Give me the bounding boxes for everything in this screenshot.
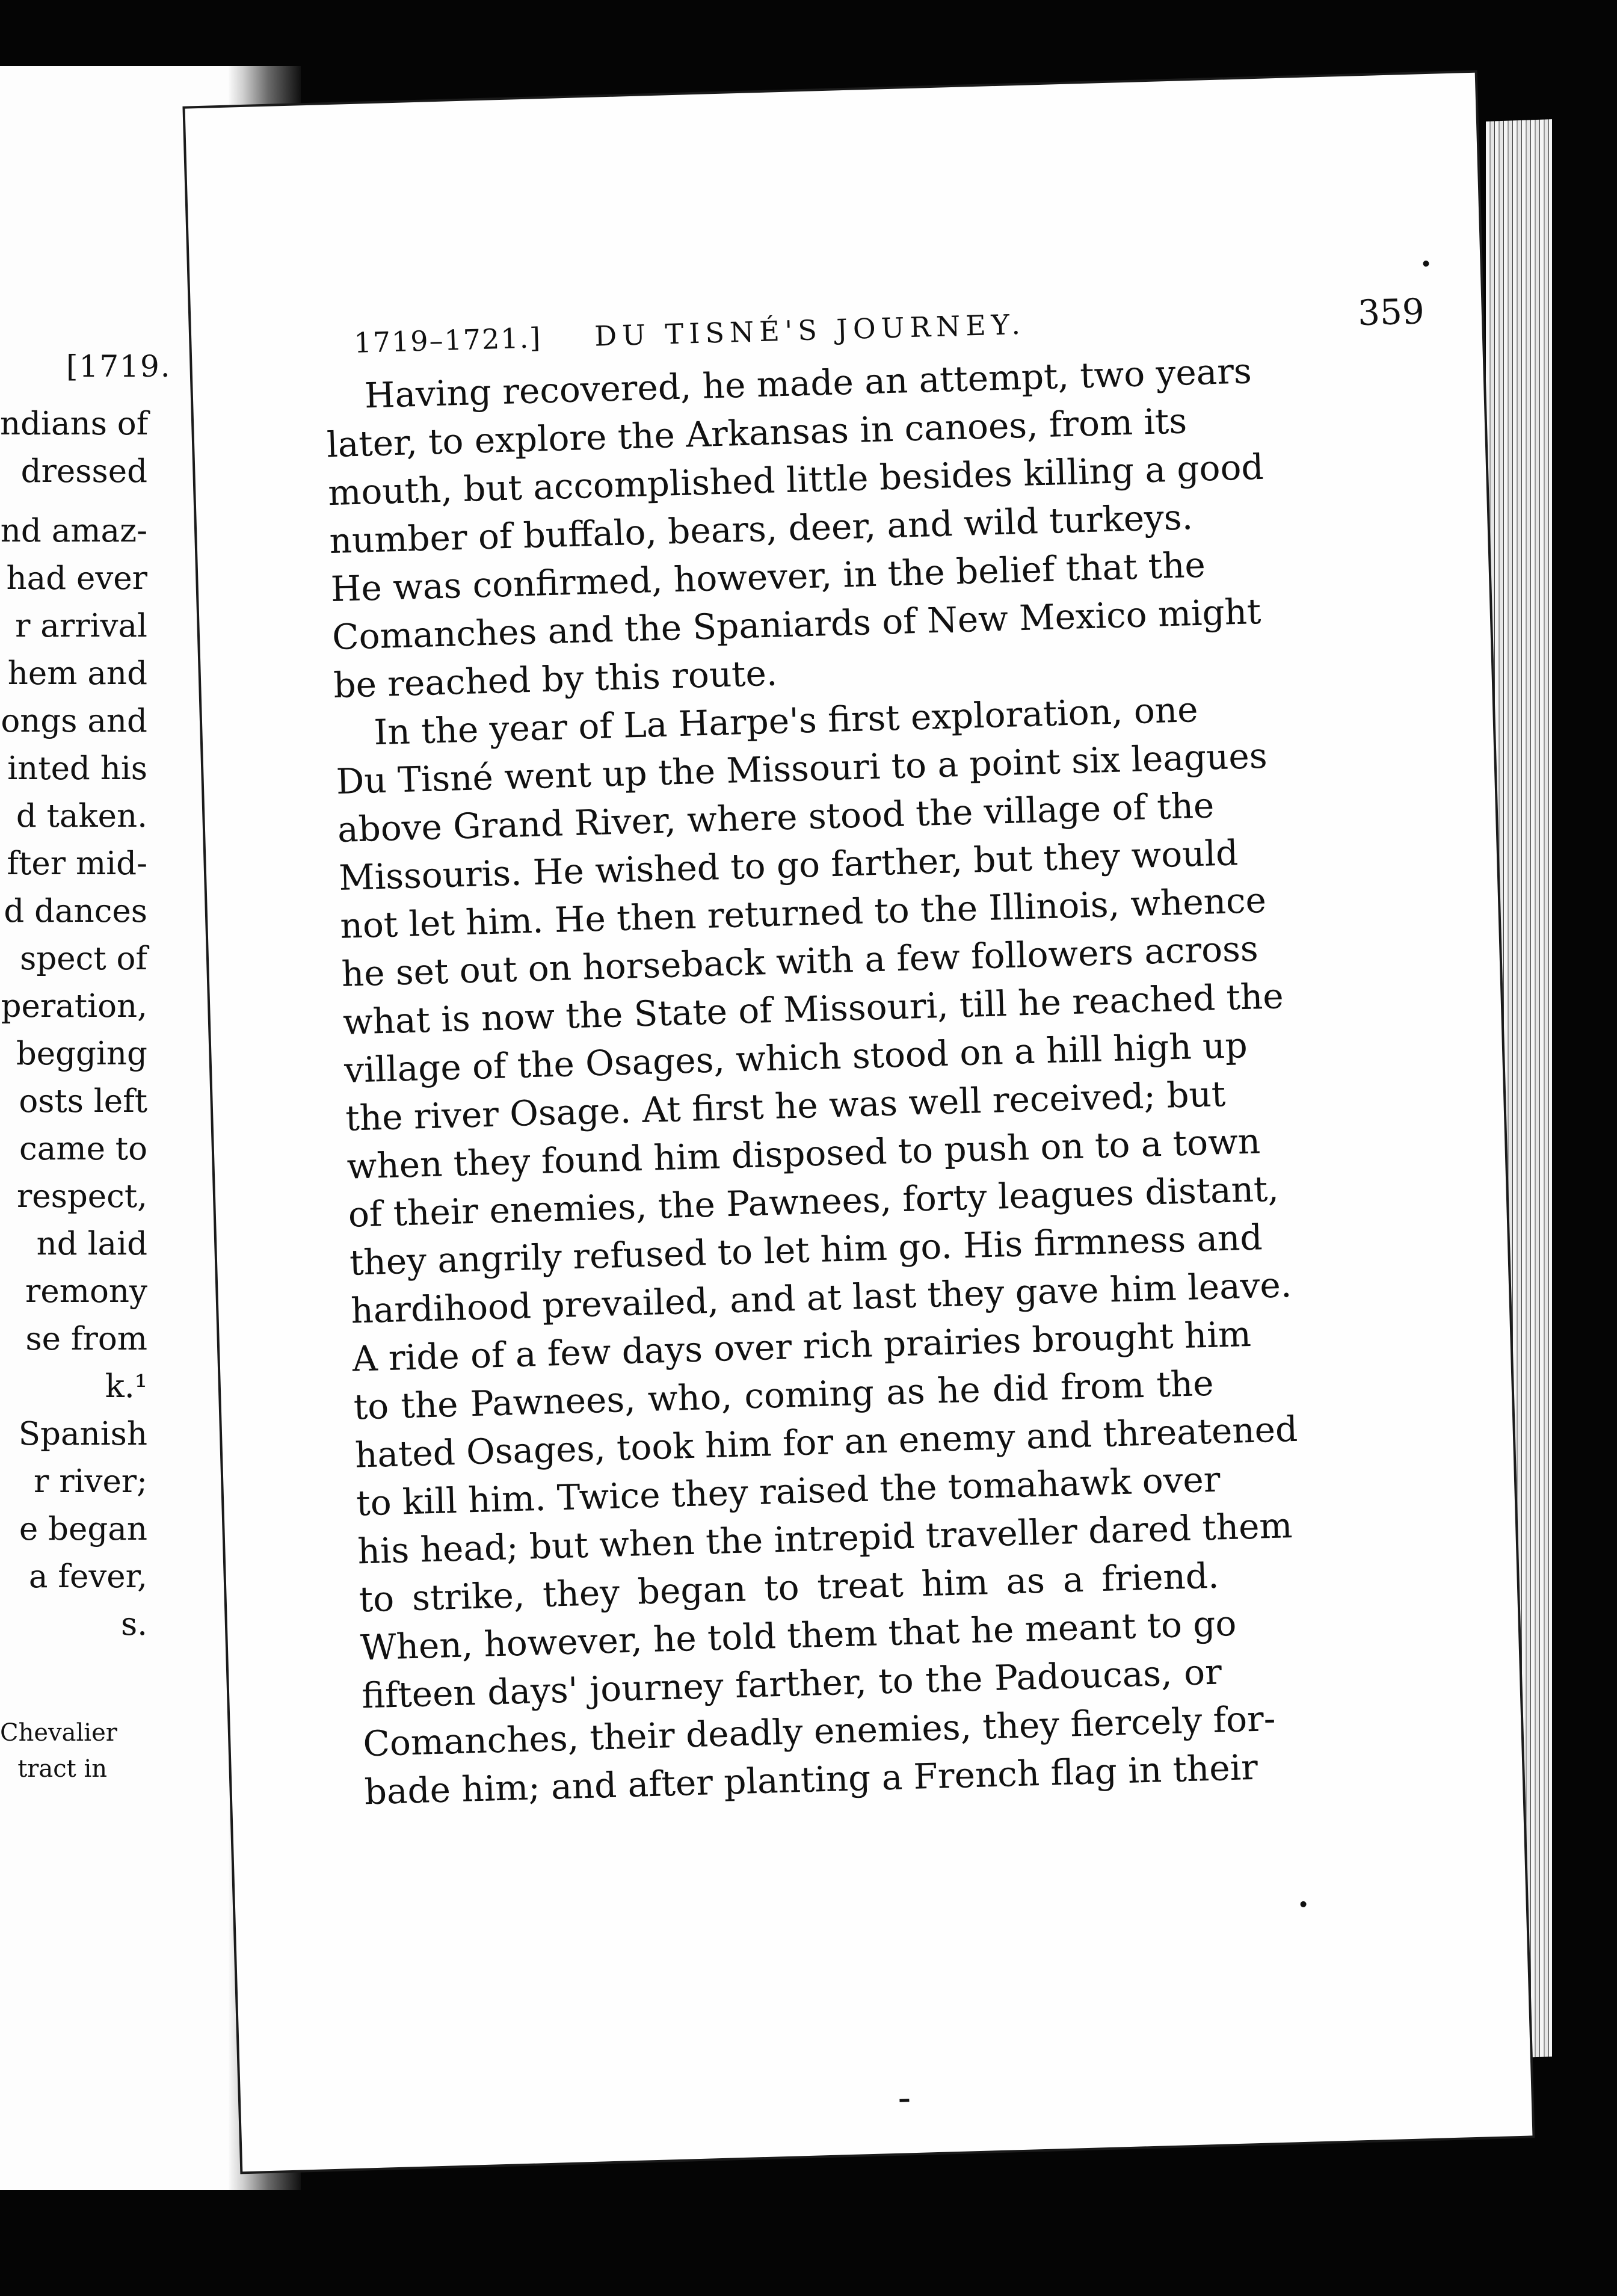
left-line: ndians of	[0, 406, 149, 442]
running-head-title: DU TISNÉ'S JOURNEY.	[594, 307, 1026, 353]
left-line: se from	[25, 1321, 147, 1357]
left-line: r river;	[34, 1463, 147, 1500]
text-line: fifteen days' journey farther, to the Padoucas, or	[361, 1651, 1222, 1717]
text-line: Comanches, their deadly enemies, they fiercely for-	[362, 1698, 1277, 1765]
text-line: Having recovered, he made an attempt, two years	[364, 350, 1252, 416]
text-line: what is now the State of Missouri, till he reached the	[342, 975, 1284, 1043]
text-line: hated Osages, took him for an enemy and threatened	[354, 1408, 1299, 1476]
body-text	[325, 348, 1299, 1816]
text-line: above Grand River, where stood the village of the	[337, 785, 1215, 850]
left-line: peration,	[1, 988, 147, 1025]
text-line: later, to explore the Arkansas in canoes, from its	[326, 400, 1187, 466]
left-page-header: [1719.	[66, 349, 171, 384]
text-line: mouth, but accomplished little besides killing a good	[327, 446, 1264, 514]
text-line: Comanches and the Spaniards of New Mexico might	[331, 591, 1262, 658]
left-line: e began	[19, 1511, 147, 1548]
left-line: a fever,	[28, 1558, 147, 1595]
speck-mark	[899, 2099, 909, 2102]
speck-mark	[1423, 261, 1429, 267]
text-line: he set out on horseback with a few followers across	[340, 928, 1259, 995]
text-line: not let him. He then returned to the Illinois, whence	[339, 879, 1267, 946]
text-line: bade him; and after planting a French flag in their	[363, 1746, 1258, 1813]
speck-mark	[1300, 1901, 1306, 1907]
left-line: d dances	[4, 893, 147, 930]
text-line: of their enemies, the Pawnees, forty leagues distant,	[348, 1168, 1280, 1235]
left-footnotes	[0, 1715, 117, 1787]
left-line: remony	[25, 1273, 147, 1310]
text-line: hardihood prevailed, and at last they gave him leave.	[350, 1264, 1293, 1332]
text-line: number of buffalo, bears, deer, and wild turkeys.	[328, 496, 1194, 562]
left-line: hem and	[7, 655, 147, 692]
text-line: A ride of a few days over rich prairies brought him	[351, 1313, 1252, 1380]
left-line: d taken.	[16, 798, 147, 835]
left-line: respect,	[16, 1178, 147, 1215]
book-page-359	[185, 73, 1533, 2172]
left-line: r arrival	[15, 608, 147, 644]
left-line: nd amaz-	[0, 513, 147, 549]
left-line: dressed	[20, 453, 147, 490]
text-line: the river Osage. At first he was well received; but	[345, 1073, 1227, 1139]
left-line: fter mid-	[7, 845, 147, 882]
text-line: be reached by this route.	[333, 652, 778, 706]
left-footnote-line: Chevalier	[0, 1719, 117, 1747]
left-line: came to	[19, 1131, 147, 1167]
left-paragraph-gap	[0, 495, 147, 507]
text-line: to strike, they began to treat him as a friend.	[358, 1555, 1220, 1620]
text-line: When, however, he told them that he meant to go	[360, 1602, 1237, 1668]
left-line: ongs and	[1, 703, 147, 739]
running-head	[353, 291, 1424, 363]
text-line: Du Tisné went up the Missouri to a point six leagues	[335, 735, 1268, 803]
text-line: they angrily refused to let him go. His firmness and	[349, 1217, 1263, 1283]
left-line: nd laid	[36, 1226, 147, 1262]
left-footnote-line: tract in	[17, 1755, 107, 1783]
left-line: k.¹	[105, 1368, 147, 1405]
left-line: Spanish	[18, 1416, 147, 1452]
left-line: osts left	[19, 1083, 147, 1120]
text-line: when they found him disposed to push on to a town	[346, 1120, 1261, 1187]
left-line: had ever	[6, 560, 147, 597]
left-page-text	[0, 400, 147, 1648]
text-line: to kill him. Twice they raised the tomahawk over	[356, 1458, 1221, 1524]
left-line: begging	[16, 1035, 147, 1072]
running-head-years: 1719–1721.]	[353, 321, 542, 359]
left-line: s.	[120, 1606, 147, 1643]
left-line: spect of	[20, 940, 147, 977]
text-line: his head; but when the intrepid traveller dared them	[357, 1505, 1293, 1572]
text-line: In the year of La Harpe's first exploration, one	[373, 689, 1199, 753]
text-line: to the Pawnees, who, coming as he did from the	[353, 1362, 1215, 1428]
page-number: 359	[1357, 291, 1425, 334]
text-line: Missouris. He wished to go farther, but they would	[338, 832, 1239, 898]
text-line: village of the Osages, which stood on a hill high up	[343, 1024, 1248, 1091]
left-line: inted his	[7, 750, 147, 787]
text-line: He was confirmed, however, in the belief that the	[330, 544, 1206, 610]
